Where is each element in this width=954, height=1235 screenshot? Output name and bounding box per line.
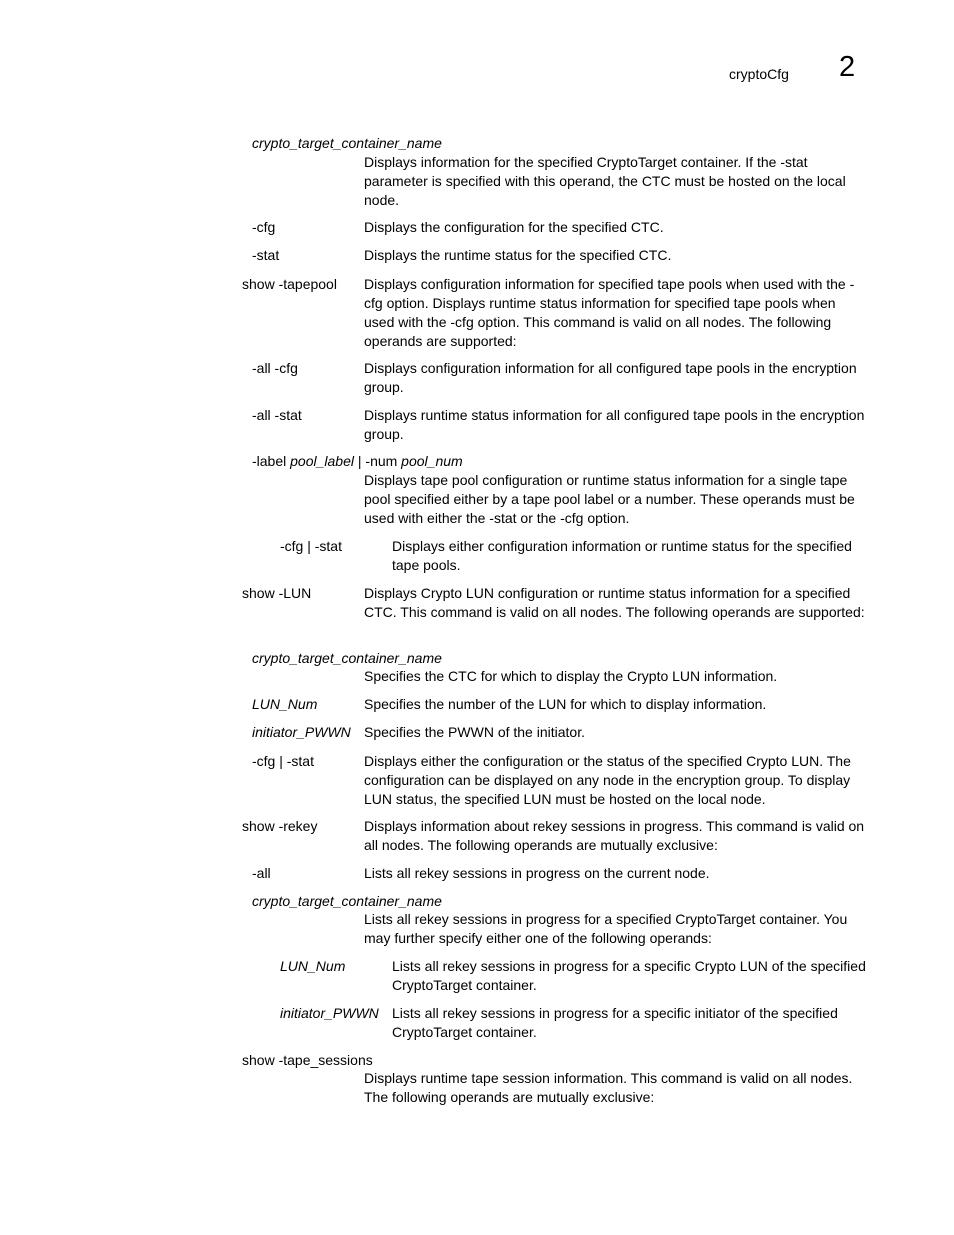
term-show-rekey: show -rekey xyxy=(242,818,318,834)
term-ctc-name-2: crypto_target_container_name xyxy=(252,650,442,666)
term-initiator-pwwn-2: initiator_PWWN xyxy=(280,1005,379,1021)
running-header-title: cryptoCfg xyxy=(729,66,789,82)
term-lun-num-2: LUN_Num xyxy=(280,958,346,974)
desc-ctc-name-1: Displays information for the specified CryptoTarget container. If the -stat parameter is specified with this operand, the CTC must be hosted on the local node. xyxy=(364,154,846,208)
term-show-lun: show -LUN xyxy=(242,585,312,601)
desc-lun-num-2: Lists all rekey sessions in progress for a specific Crypto LUN of the specified CryptoTarget container. xyxy=(392,958,866,993)
desc-cfg-stat-1: Displays either configuration information or runtime status for the specified tape pools. xyxy=(392,538,852,573)
desc-initiator-pwwn-1: Specifies the PWWN of the initiator. xyxy=(364,724,585,740)
term-show-tape-sessions: show -tape_sessions xyxy=(242,1052,373,1068)
desc-cfg-stat-2: Displays either the configuration or the status of the specified Crypto LUN. The configuration can be displayed on any node in the encryption group. To display LUN status, the specified LUN must be hosted on the local node. xyxy=(364,753,851,807)
term-all: -all xyxy=(252,865,271,881)
desc-all-cfg: Displays configuration information for all configured tape pools in the encryption group. xyxy=(364,360,857,395)
desc-label-num: Displays tape pool configuration or runtime status information for a single tape pool specified either by a tape pool label or a number. These operands must be used with either the -stat or the -cfg option. xyxy=(364,472,855,526)
desc-ctc-name-3: Lists all rekey sessions in progress for a specified CryptoTarget container. You may further specify either one of the following operands: xyxy=(364,911,848,946)
desc-all: Lists all rekey sessions in progress on the current node. xyxy=(364,865,710,881)
term-label-num: -label pool_label | -num pool_num xyxy=(252,453,463,469)
desc-show-tapepool: Displays configuration information for specified tape pools when used with the -cfg option. Displays runtime status information for specified tape pools when used with the -cfg option. This command is valid on all nodes. The following operands are supported: xyxy=(364,276,855,349)
desc-initiator-pwwn-2: Lists all rekey sessions in progress for a specific initiator of the specified CryptoTarget container. xyxy=(392,1005,838,1040)
desc-stat-1: Displays the runtime status for the specified CTC. xyxy=(364,247,672,263)
term-cfg-1: -cfg xyxy=(252,219,276,235)
term-initiator-pwwn-1: initiator_PWWN xyxy=(252,724,351,740)
desc-show-rekey: Displays information about rekey sessions in progress. This command is valid on all nodes. The following operands are mutually exclusive: xyxy=(364,818,865,853)
desc-all-stat: Displays runtime status information for all configured tape pools in the encryption group. xyxy=(364,407,865,442)
term-ctc-name-3: crypto_target_container_name xyxy=(252,893,442,909)
term-cfg-stat-1: -cfg | -stat xyxy=(280,538,342,554)
term-cfg-stat-2: -cfg | -stat xyxy=(252,753,314,769)
term-all-cfg: -all -cfg xyxy=(252,360,298,376)
term-stat-1: -stat xyxy=(252,247,280,263)
desc-ctc-name-2: Specifies the CTC for which to display the Crypto LUN information. xyxy=(364,668,778,684)
chapter-number: 2 xyxy=(839,51,856,83)
desc-show-tape-sessions: Displays runtime tape session information. This command is valid on all nodes. The following operands are mutually exclusive: xyxy=(364,1070,853,1105)
desc-cfg-1: Displays the configuration for the specified CTC. xyxy=(364,219,664,235)
term-all-stat: -all -stat xyxy=(252,407,302,423)
desc-lun-num-1: Specifies the number of the LUN for which to display information. xyxy=(364,696,767,712)
term-ctc-name-1: crypto_target_container_name xyxy=(252,135,442,151)
term-show-tapepool: show -tapepool xyxy=(242,276,337,292)
desc-show-lun: Displays Crypto LUN configuration or runtime status information for a specified CTC. This command is valid on all nodes. The following operands are supported: xyxy=(364,585,865,620)
term-lun-num-1: LUN_Num xyxy=(252,696,318,712)
